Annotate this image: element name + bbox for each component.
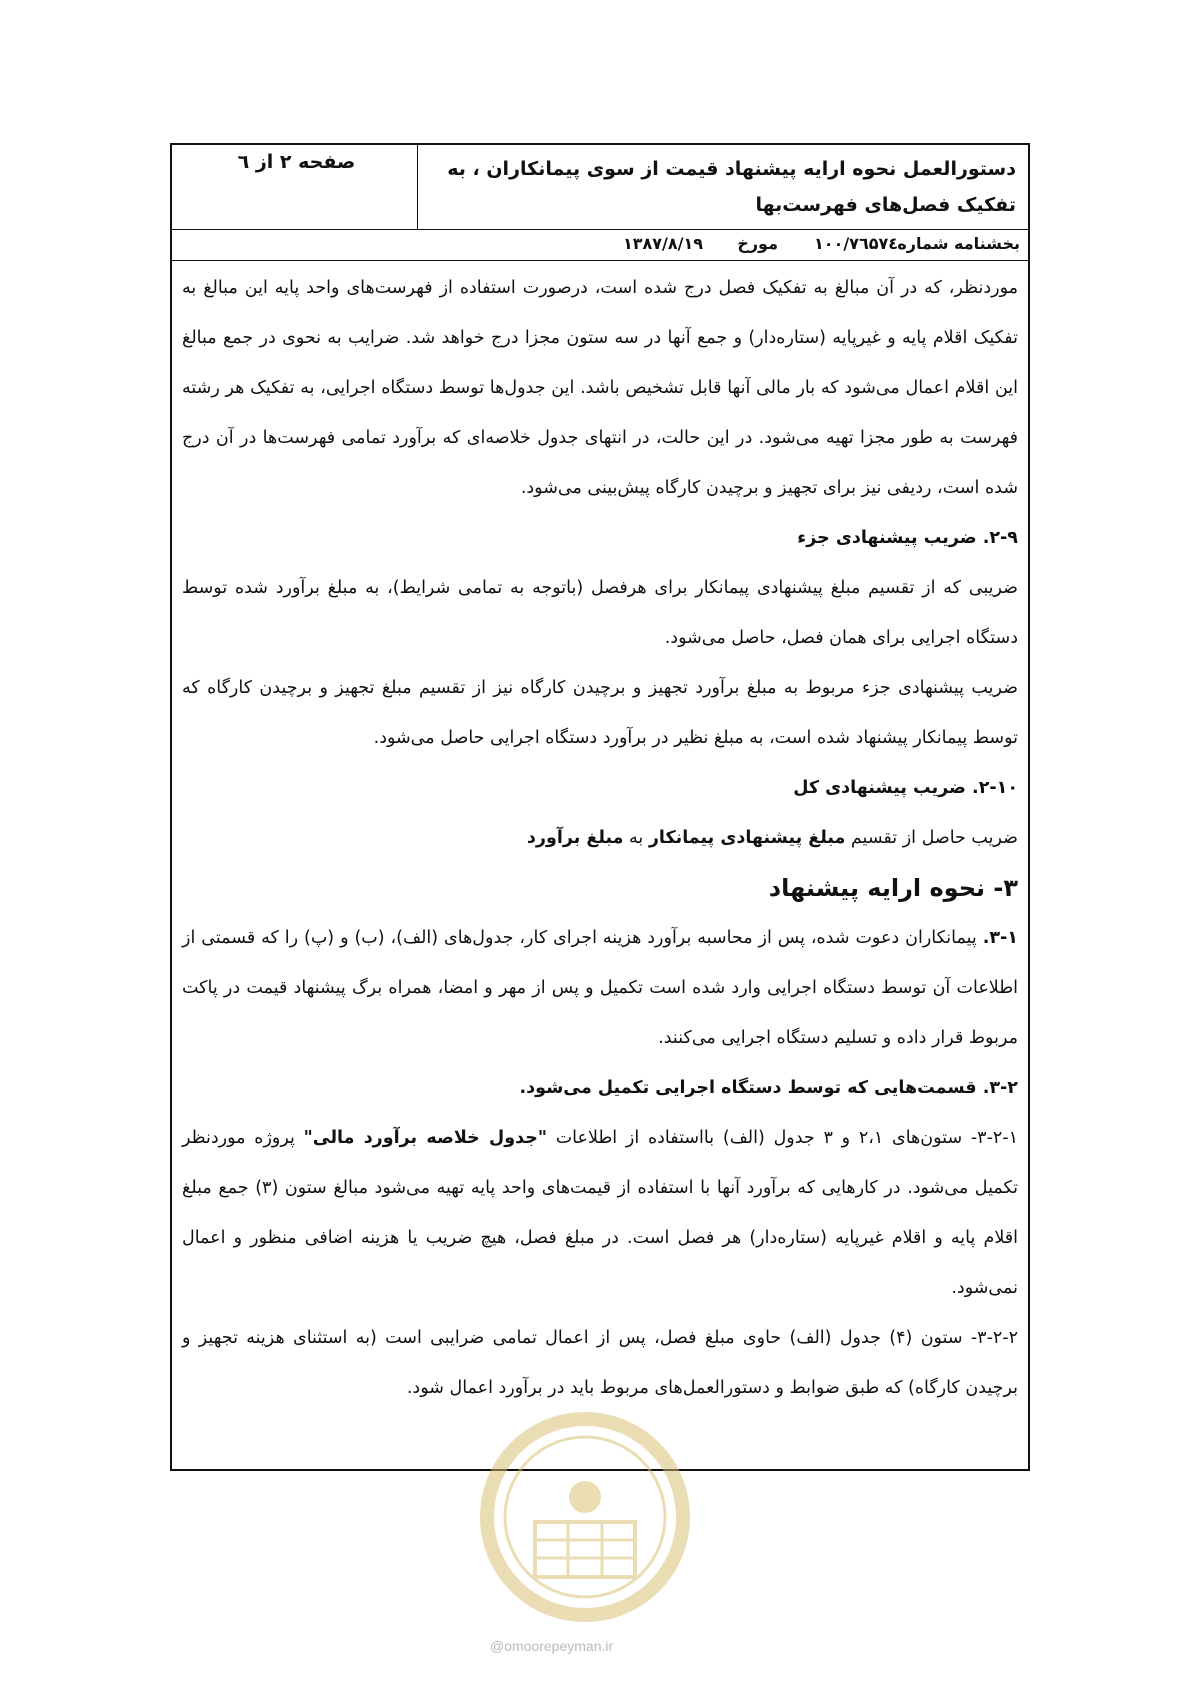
text-run: ۳-۲-۱- ستون‌های ۲،۱ و ۳ جدول (الف) بااستفاده از اطلاعات bbox=[546, 1128, 1018, 1148]
paragraph bbox=[182, 813, 1018, 863]
section-heading-2-10: ۲-۱۰. ضریب پیشنهادی کل bbox=[793, 778, 1018, 798]
circular-label: بخشنامه شماره bbox=[897, 234, 1020, 253]
header-divider bbox=[417, 145, 418, 229]
document-body bbox=[182, 263, 1018, 1413]
circular-info-row bbox=[172, 229, 1028, 261]
seal-logo-icon bbox=[480, 1412, 690, 1622]
document-header bbox=[172, 145, 1028, 230]
paragraph bbox=[182, 913, 1018, 1063]
circular-date: ۱۳۸۷/۸/۱۹ bbox=[622, 234, 703, 253]
paragraph: ۳-۲-۲- ستون (۴) جدول (الف) حاوی مبلغ فصل، پس از اعمال تمامی ضرایبی است (به استثنای هزینه تجهیز و برچیدن کارگاه) که طبق ضوابط و دستورالعمل‌های مربوط باید در برآورد اعمال شود. bbox=[182, 1328, 1018, 1398]
paragraph: موردنظر، که در آن مبالغ به تفکیک فصل درج شده است، درصورت استفاده از فهرست‌های واحد پایه این مبالغ به تفکیک اقلام پایه و غیرپایه (ستاره‌دار) و جمع آنها در سه ستون مجزا درج خواهد شد. ضرایب به نحوی در جمع مبالغ این اقلام اعمال می‌شود که بار مالی آنها قابل تشخیص باشد. این جدول‌ها توسط دستگاه اجرایی، به تفکیک هر رشته فهرست به طور مجزا تهیه می‌شود. در این حالت، در انتهای جدول خلاصه‌ای که برآورد تمامی فهرست‌ها در آن درج شده است، ردیفی نیز برای تجهیز و برچیدن کارگاه پیش‌بینی می‌شود. bbox=[182, 278, 1018, 498]
paragraph: ضریبی که از تقسیم مبلغ پیشنهادی پیمانکار برای هرفصل (باتوجه به تمامی شرایط)، به مبلغ برآورد شده توسط دستگاه اجرایی برای همان فصل، حاصل می‌شود. bbox=[182, 578, 1018, 648]
bold-term: مبلغ برآورد bbox=[526, 828, 624, 848]
document-frame bbox=[170, 143, 1030, 1471]
document-title: دستورالعمل نحوه ارایه پیشنهاد قیمت از سوی پیمانکاران ، به تفکیک فصل‌های فهرست‌بها bbox=[447, 158, 1016, 216]
paragraph: ضریب پیشنهادی جزء مربوط به مبلغ برآورد تجهیز و برچیدن کارگاه نیز از تقسیم مبلغ تجهیز و برچیدن کارگاه که توسط پیمانکار پیشنهاد شده است، به مبلغ نظیر در برآورد دستگاه اجرایی حاصل می‌شود. bbox=[182, 678, 1018, 748]
text-run: پروژه موردنظر تکمیل می‌شود. در کارهایی که برآورد آنها با استفاده از قیمت‌های واحد پایه تهیه می‌شود مبالغ ستون (۳) جمع مبلغ اقلام پایه و اقلام غیرپایه (ستاره‌دار) هر فصل است. در مبلغ فصل، هیچ ضریب یا هزینه اضافی منظور و اعمال نمی‌شود. bbox=[182, 1128, 1018, 1298]
page-number: صفحه ۲ از ٦ bbox=[237, 151, 356, 173]
section-heading-2-9: ۲-۹. ضریب پیشنهادی جزء bbox=[797, 528, 1018, 548]
text-run: به bbox=[623, 828, 649, 848]
circular-number: ۱۰۰/۷٦۵۷٤ bbox=[814, 234, 898, 253]
bold-term: "جدول خلاصه برآورد مالی" bbox=[303, 1128, 547, 1148]
dated-label: مورخ bbox=[737, 234, 778, 253]
bold-term: مبلغ پیشنهادی پیمانکار bbox=[648, 828, 846, 848]
paragraph bbox=[182, 1113, 1018, 1313]
section-heading-3: ۳- نحوه ارایه پیشنهاد bbox=[768, 874, 1018, 902]
text-run: ضریب حاصل از تقسیم bbox=[845, 828, 1018, 848]
text-run: پیمانکاران دعوت شده، پس از محاسبه برآورد هزینه اجرای کار، جدول‌های (الف)، (ب) و (پ) را که قسمتی از اطلاعات آن توسط دستگاه اجرایی وارد شده است تکمیل و پس از مهر و امضا، همراه برگ پیشنهاد قیمت در پاکت مربوط قرار داده و تسلیم دستگاه اجرایی می‌کنند. bbox=[182, 928, 1018, 1048]
section-heading-3-2: ۳-۲. قسمت‌هایی که توسط دستگاه اجرایی تکمیل می‌شود. bbox=[519, 1078, 1018, 1098]
clause-number: ۳-۱. bbox=[982, 928, 1018, 948]
footer-site: @omoorepeyman.ir bbox=[490, 1638, 614, 1654]
